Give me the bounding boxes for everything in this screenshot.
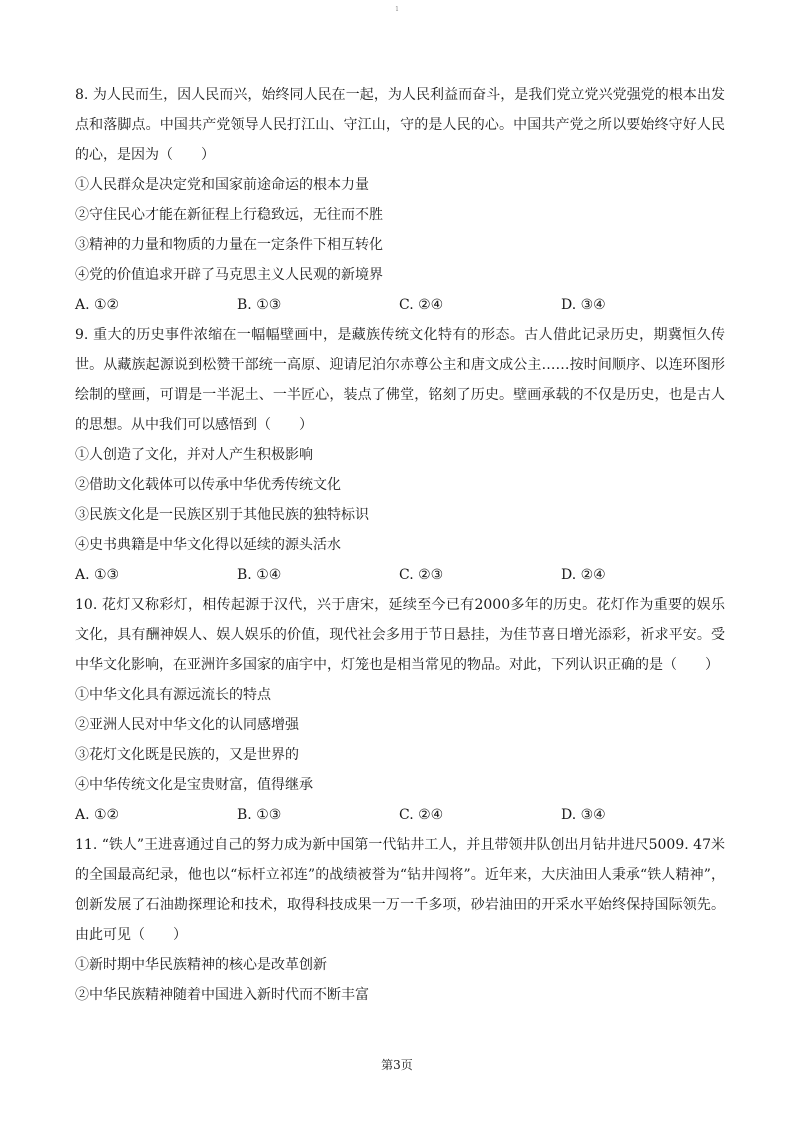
question-stem: 8. 为人民而生，因人民而兴，始终同人民在一起，为人民利益而奋斗，是我们党立党兴党强党的根本出发点和落脚点。中国共产党领导人民打江山、守江山，守的是人民的心。中国共产党之所以要始终守好人民的心，是因为（ ） xyxy=(75,87,725,163)
answer-choice-b: B. ①③ xyxy=(237,807,282,823)
page-number: 第3页 xyxy=(381,1058,413,1072)
statement-option: ①人民群众是决定党和国家前途命运的根本力量 xyxy=(75,177,369,193)
question-11 xyxy=(75,830,725,1010)
answer-choices xyxy=(75,560,725,590)
statement-option: ④党的价值追求开辟了马克思主义人民观的新境界 xyxy=(75,267,383,283)
answer-choice-a: A. ①② xyxy=(75,297,120,313)
question-stem: 9. 重大的历史事件浓缩在一幅幅壁画中，是藏族传统文化特有的形态。古人借此记录历史，期冀恒久传世。从藏族起源说到松赞干部统一高原、迎请尼泊尔赤尊公主和唐文成公主……按时间顺序、以连环图形绘制的壁画，可谓是一半泥土、一半匠心，装点了佛堂，铭刻了历史。壁画承载的不仅是历史，也是古人的思想。从中我们可以感悟到（ ） xyxy=(75,327,725,433)
question-10 xyxy=(75,590,725,830)
statement-option: ②借助文化载体可以传承中华优秀传统文化 xyxy=(75,477,341,493)
statement-option: ④史书典籍是中华文化得以延续的源头活水 xyxy=(75,537,341,553)
question-9 xyxy=(75,320,725,590)
answer-choice-b: B. ①④ xyxy=(237,567,282,583)
answer-choice-d: D. ③④ xyxy=(561,297,606,313)
answer-choice-a: A. ①③ xyxy=(75,567,120,583)
statement-option: ③花灯文化既是民族的，又是世界的 xyxy=(75,747,299,763)
statement-option: ②中华民族精神随着中国进入新时代而不断丰富 xyxy=(75,987,369,1003)
statement-option: ①新时期中华民族精神的核心是改革创新 xyxy=(75,957,327,973)
statement-option: ③民族文化是一民族区别于其他民族的独特标识 xyxy=(75,507,369,523)
question-8 xyxy=(75,80,725,320)
answer-choice-c: C. ②④ xyxy=(399,807,444,823)
answer-choice-d: D. ③④ xyxy=(561,807,606,823)
answer-choice-a: A. ①② xyxy=(75,807,120,823)
statement-option: ③精神的力量和物质的力量在一定条件下相互转化 xyxy=(75,237,383,253)
statement-option: ④中华传统文化是宝贵财富，值得继承 xyxy=(75,777,313,793)
statement-option: ①人创造了文化，并对人产生积极影响 xyxy=(75,447,313,463)
question-list xyxy=(75,80,725,1010)
statement-option: ②守住民心才能在新征程上行稳致远，无往而不胜 xyxy=(75,207,383,223)
statement-option: ①中华文化具有源远流长的特点 xyxy=(75,687,271,703)
question-stem: 11. “铁人”王进喜通过自己的努力成为新中国第一代钻井工人，并且带领井队创出月钻井进尺5009. 47米的全国最高纪录，他也以“标杆立祁连”的战绩被誉为“钻井闯将”。近年来，大庆油田人秉承“铁人精神”，创新发展了石油勘探理论和技术，取得科技成果一万一千多项，砂岩油田的开采水平始终保持国际领先。由此可见（ ） xyxy=(75,837,725,943)
answer-choice-c: C. ②③ xyxy=(399,567,444,583)
statement-option: ②亚洲人民对中华文化的认同感增强 xyxy=(75,717,299,733)
page-top-mark: 1 xyxy=(395,6,399,13)
answer-choice-b: B. ①③ xyxy=(237,297,282,313)
answer-choice-d: D. ②④ xyxy=(561,567,606,583)
answer-choices xyxy=(75,290,725,320)
question-stem: 10. 花灯又称彩灯，相传起源于汉代，兴于唐宋，延续至今已有2000多年的历史。花灯作为重要的娱乐文化，具有酬神娱人、娱人娱乐的价值，现代社会多用于节日悬挂，为佳节喜日增光添彩，祈求平安。受中华文化影响，在亚洲许多国家的庙宇中，灯笼也是相当常见的物品。对此，下列认识正确的是（ ） xyxy=(75,597,725,673)
answer-choices xyxy=(75,800,725,830)
answer-choice-c: C. ②④ xyxy=(399,297,444,313)
